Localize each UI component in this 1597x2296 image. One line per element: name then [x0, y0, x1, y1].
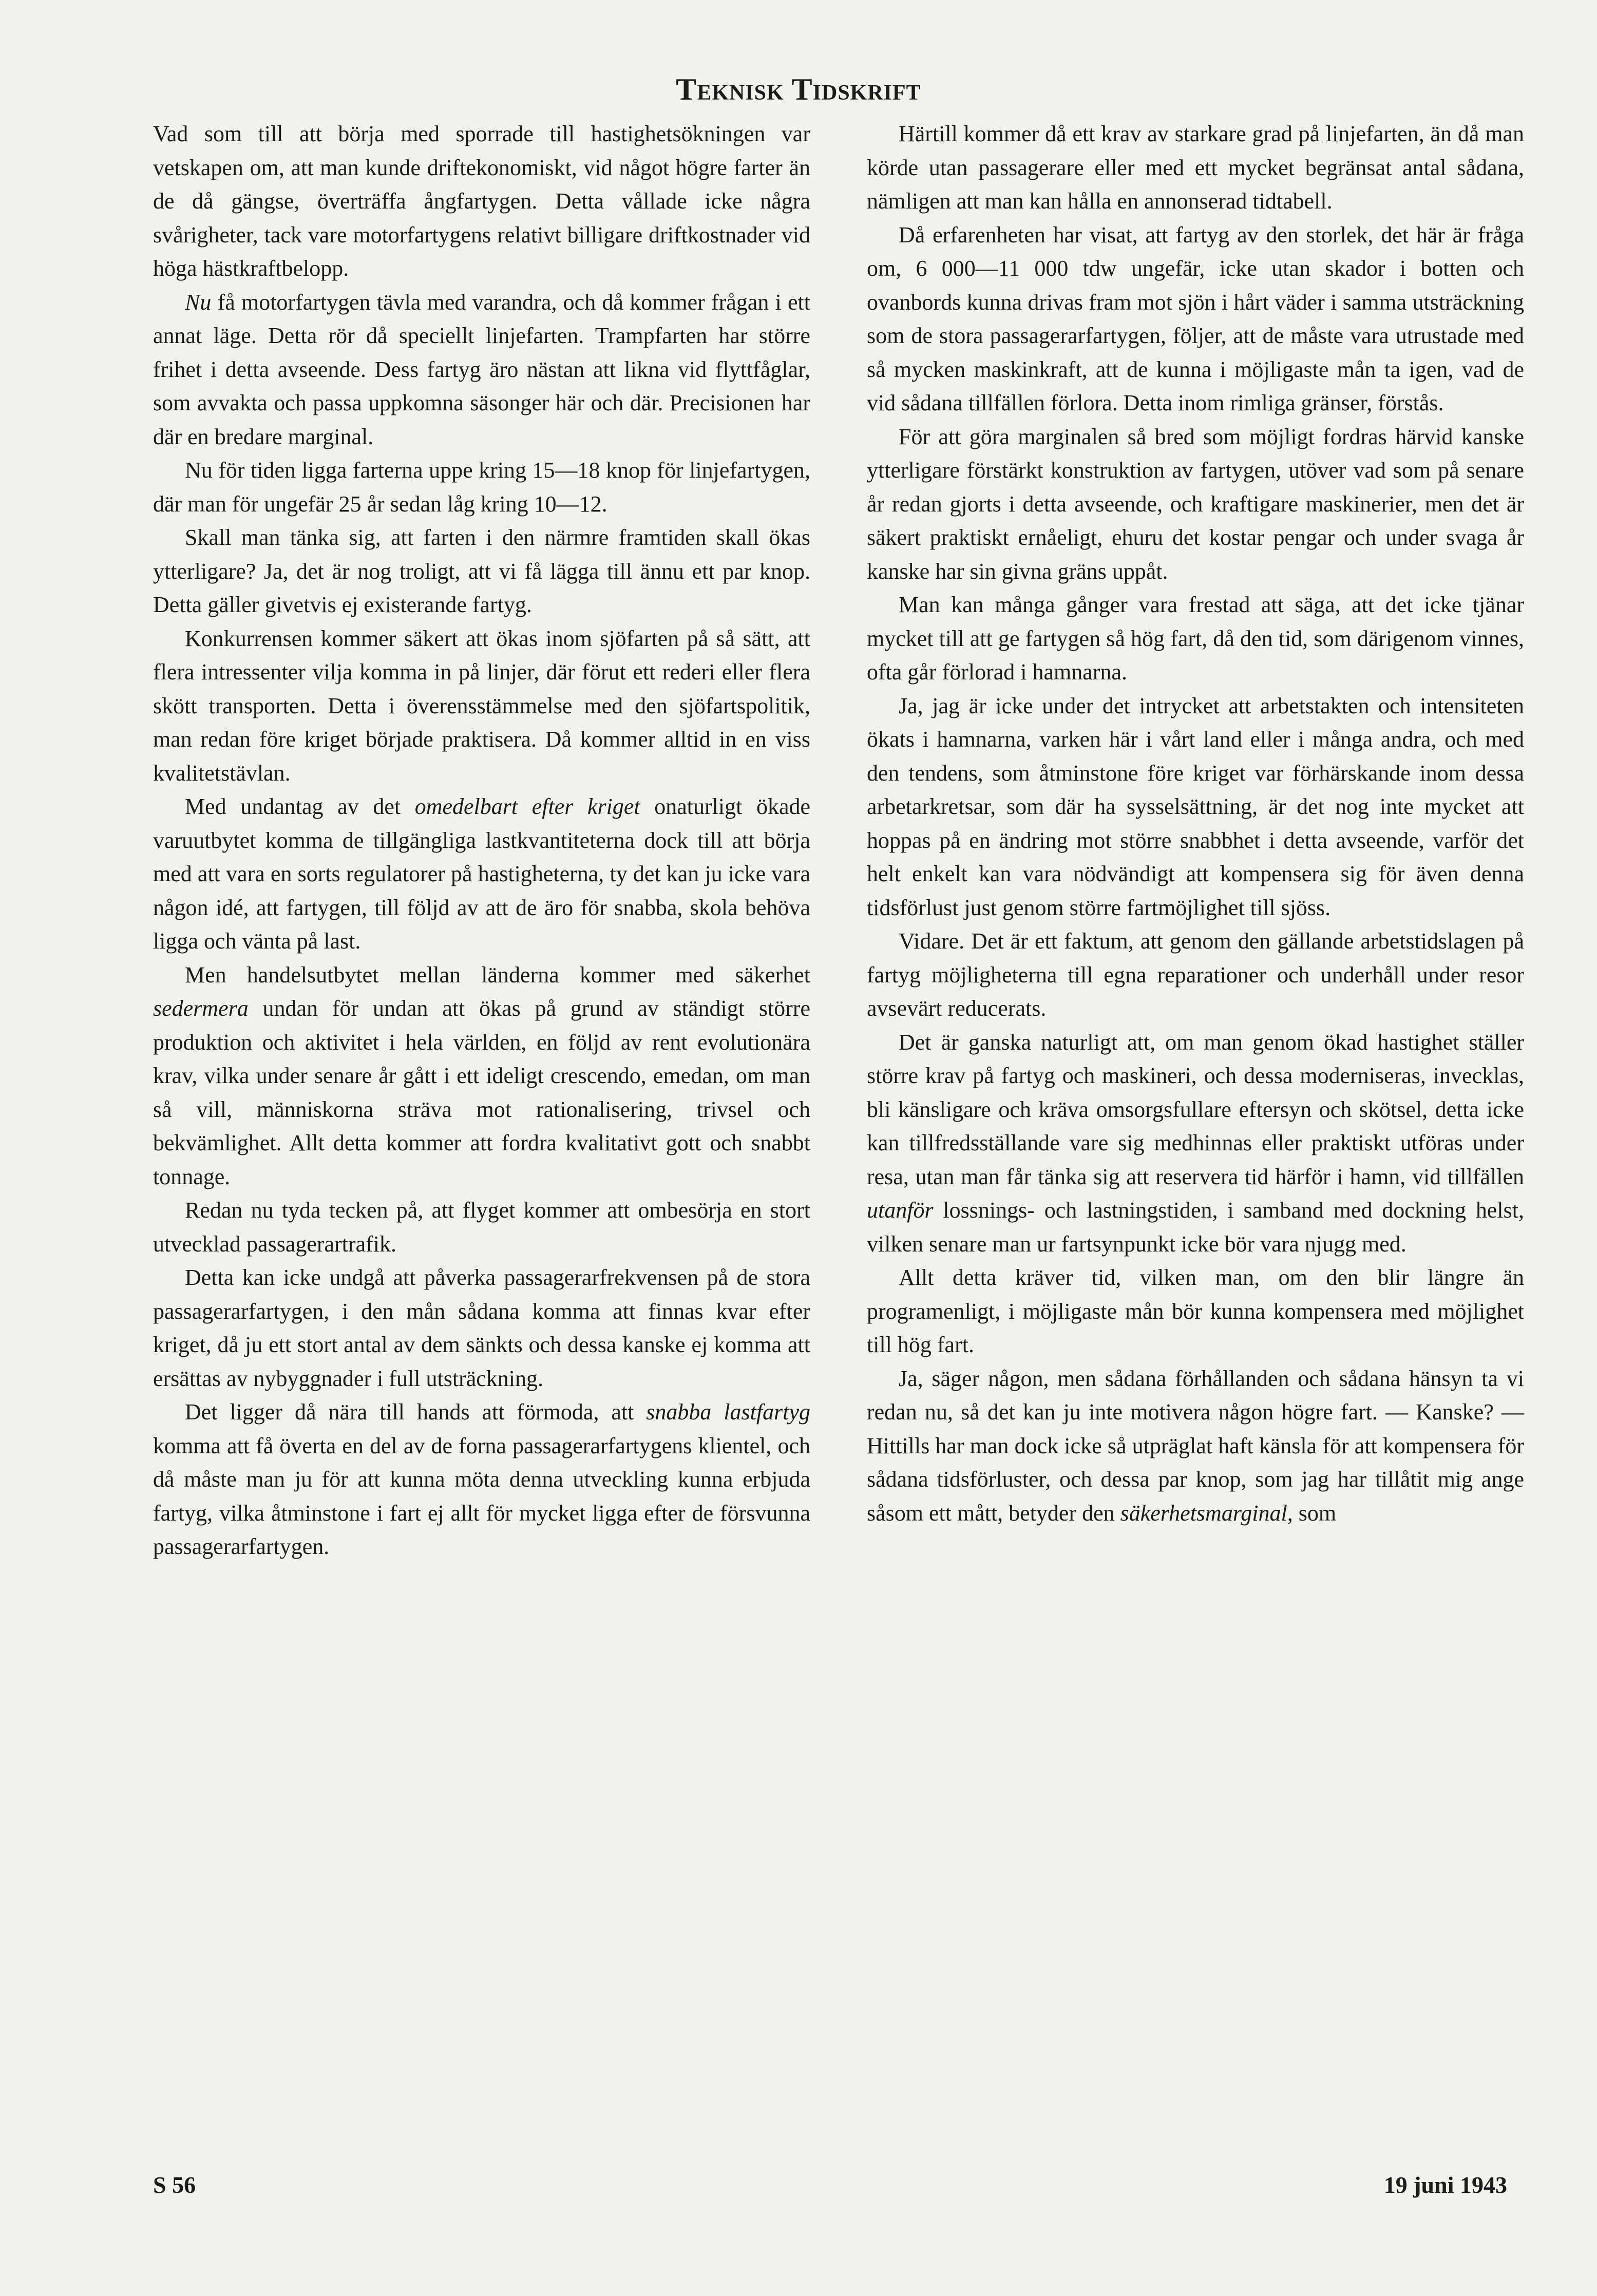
emphasized-text: Nu: [185, 289, 212, 315]
paragraph: [153, 453, 810, 521]
paragraph: [867, 588, 1524, 689]
text-run: Skall man tänka sig, att farten i den närmre framtiden skall ökas ytterligare? Ja, det är nog troligt, att vi få lägga till ännu ett par knop. Detta gäller givetvis ej existerande fartyg.: [153, 525, 810, 617]
paragraph: [153, 622, 810, 790]
text-run: Vidare. Det är ett faktum, att genom den gällande arbetstidslagen på fartyg möjligheterna till egna reparationer och underhåll under resor avsevärt reducerats.: [867, 928, 1524, 1021]
paragraph: [153, 521, 810, 622]
text-run: komma att få överta en del av de forna passagerarfartygens klientel, och då måste man ju för att kunna möta denna utveckling kunna erbjuda fartyg, vilka åtminstone i fart ej allt för mycket ligga efter de försvunna passagerarfartygen.: [153, 1433, 810, 1559]
journal-title: Teknisk Tidskrift: [676, 72, 921, 106]
paragraph: [867, 924, 1524, 1026]
text-run: få motorfartygen tävla med varandra, och då kommer frågan i ett annat läge. Detta rör då speciellt linjefarten. Trampfarten har större frihet i detta avseende. Dess fartyg äro nästan att likna vid flyttfåglar, som avvakta och passa uppkomna säsonger här och där. Precisionen har där en bredare marginal.: [153, 289, 810, 449]
right-text-column: [867, 117, 1524, 1530]
text-run: Det ligger då nära till hands att förmoda, att: [185, 1399, 647, 1425]
text-run: Men handelsutbytet mellan länderna kommer med säkerhet: [185, 962, 810, 988]
paragraph: [867, 1026, 1524, 1261]
text-run: För att göra marginalen så bred som möjligt fordras härvid kanske ytterligare förstärkt konstruktion av fartygen, utöver vad som på senare år redan gjorts i detta avseende, och kraftigare maskinerier, men det är säkert praktiskt ernåeligt, ehuru det kostar pengar och under svaga år kanske har sin givna gräns uppåt.: [867, 424, 1524, 584]
emphasized-text: snabba lastfartyg: [646, 1399, 811, 1425]
emphasized-text: omedelbart efter kriget: [414, 794, 640, 819]
paragraph: [153, 1261, 810, 1395]
text-run: Konkurrensen kommer säkert att ökas inom sjöfarten på så sätt, att flera intressenter vilja komma in på linjer, där förut ett rederi eller flera skött transporten. Detta i överensstämmelse med den sjöfartspolitik, man redan före kriget började praktisera. Då kommer alltid in en viss kvalitetstävlan.: [153, 625, 810, 786]
paragraph: [153, 958, 810, 1194]
text-run: undan för undan att ökas på grund av ständigt större produktion och aktivitet i hela världen, en följd av rent evolutionära krav, vilka under senare år gått i ett ideligt crescendo, emedan, om man så vill, människorna sträva mot rationalisering, trivsel och bekvämlighet. Allt detta kommer att fordra kvalitativt gott och snabbt tonnage.: [153, 996, 810, 1189]
text-run: onaturligt ökade varuutbytet komma de tillgängliga lastkvantiteterna dock till att börja med att vara en sorts regulatorer på hastigheterna, ty det kan ju icke vara någon idé, att fartygen, till följd av att de äro för snabba, skola behöva ligga och vänta på last.: [153, 794, 811, 954]
text-run: Ja, jag är icke under det intrycket att arbetstakten och intensiteten ökats i hamnarna, varken här i vårt land eller i många andra, och med den tendens, som åtminstone före kriget var förhärskande inom dessa arbetarkretsar, som där ha sysselsättning, är det nog inte mycket att hoppas på en ändring mot större snabbhet i detta avseende, varför det helt enkelt kan vara nödvändigt att kompensera sig för även denna tidsförlust just genom större fartmöjlighet till sjöss.: [867, 693, 1524, 920]
text-run: Ja, säger någon, men sådana förhållanden och sådana hänsyn ta vi redan nu, så det kan ju inte motivera någon högre fart. — Kanske? — Hittills har man dock icke så utpräglat haft känsla för att kompensera för sådana tidsförluster, och dessa par knop, som jag har tillåtit mig ange såsom ett mått, betyder den: [867, 1365, 1524, 1526]
text-run: Det är ganska naturligt att, om man genom ökad hastighet ställer större krav på fartyg och maskineri, och dessa moderniseras, invecklas, bli känsligare och kräva omsorgsfullare eftersyn och skötsel, detta icke kan tillfredsställande vare sig medhinnas eller praktiskt utföras under resa, utan man får tänka sig att reservera tid härför i hamn, vid tillfällen: [867, 1029, 1524, 1189]
paragraph: [153, 1395, 810, 1564]
text-run: Med undantag av det: [185, 794, 415, 819]
emphasized-text: säkerhetsmarginal,: [1120, 1500, 1293, 1526]
paragraph: [867, 117, 1524, 218]
text-run: Vad som till att börja med sporrade till hastighetsökningen var vetskapen om, att man kunde driftekonomiskt, vid något högre farter än de då gängse, överträffa ångfartygen. Detta vållade icke några svårigheter, tack vare motorfartygens relativt billigare driftkostnader vid höga hästkraftbelopp.: [153, 121, 810, 281]
left-text-column: [153, 117, 810, 1564]
text-run: Man kan många gånger vara frestad att säga, att det icke tjänar mycket till att ge fartygen så hög fart, då den tid, som därigenom vinnes, ofta går förlorad i hamnarna.: [867, 592, 1524, 685]
text-run: lossnings- och lastningstiden, i samband med dockning helst, vilken senare man ur fartsynpunkt icke bör vara njugg med.: [867, 1198, 1524, 1257]
paragraph: [153, 1193, 810, 1261]
text-run: Då erfarenheten har visat, att fartyg av den storlek, det här är fråga om, 6 000—11 000 tdw ungefär, icke utan skador i botten och ovanbords kunna drivas fram mot sjön i hårt väder i samma utsträckning som de stora passagerarfartygen, följer, att de måste vara utrustade med så mycken maskinkraft, att de kunna i möjligaste mån ta igen, vad de vid sådana tillfällen förlora. Detta inom rimliga gränser, förstås.: [867, 222, 1524, 415]
paragraph: [867, 1261, 1524, 1362]
emphasized-text: utanför: [867, 1198, 934, 1223]
paragraph: [867, 218, 1524, 420]
page-number: S 56: [153, 2172, 196, 2198]
text-run: Detta kan icke undgå att påverka passagerarfrekvensen på de stora passagerarfartygen, i den mån sådana komma att finnas kvar efter kriget, då ju ett stort antal av dem sänkts och dessa kanske ej komma att ersättas av nybyggnader i full utsträckning.: [153, 1265, 810, 1391]
paragraph: [153, 117, 810, 286]
paragraph: [153, 286, 810, 454]
paragraph: [867, 1362, 1524, 1530]
issue-date: 19 juni 1943: [1383, 2172, 1507, 2198]
paragraph: [153, 790, 810, 958]
text-run: Nu för tiden ligga farterna uppe kring 15—18 knop för linjefartygen, där man för ungefär 25 år sedan låg kring 10—12.: [153, 458, 810, 517]
text-run: Redan nu tyda tecken på, att flyget kommer att ombesörja en stort utvecklad passagerartrafik.: [153, 1198, 810, 1257]
emphasized-text: sedermera: [153, 996, 249, 1021]
text-run: Härtill kommer då ett krav av starkare grad på linjefarten, än då man körde utan passagerare eller med ett mycket begränsat antal sådana, nämligen att man kan hålla en annonserad tidtabell.: [867, 121, 1524, 214]
text-run: som: [1292, 1500, 1337, 1526]
paragraph: [867, 689, 1524, 925]
text-run: Allt detta kräver tid, vilken man, om den blir längre än programenligt, i möjligaste mån bör kunna kompensera med möjlighet till hög fart.: [867, 1265, 1524, 1357]
paragraph: [867, 420, 1524, 589]
